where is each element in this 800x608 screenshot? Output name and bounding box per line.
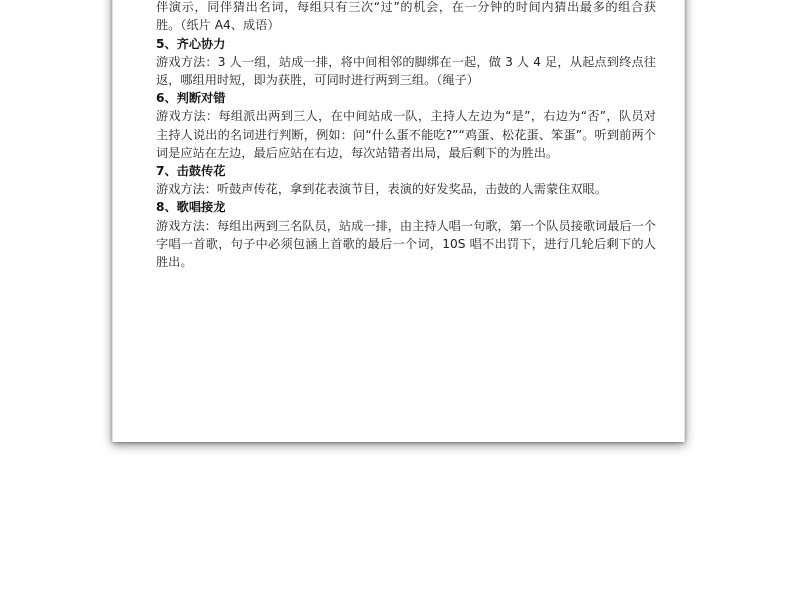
- section-body-8: 游戏方法：每组出两到三名队员，站成一排，由主持人唱一句歌，第一个队员接歌词最后一个字唱一首歌，句子中必须包涵上首歌的最后一个词，10S 唱不出罚下，进行几轮后剩下的人胜出。: [156, 218, 656, 270]
- section-body-6: 游戏方法：每组派出两到三人，在中间站成一队，主持人左边为“是”，右边为“否”，队员对主持人说出的名词进行判断，例如：问“什么蛋不能吃?”“鸡蛋、松花蛋、笨蛋”。听到前两个词是应站在左边，最后应站在右边，每次站错者出局，最后剩下的为胜出。: [156, 109, 656, 160]
- intro-paragraph: 伴演示，同伴猜出名词，每组只有三次“过”的机会，在一分钟的时间内猜出最多的组合获胜。（纸片 A4、成语）: [156, 0, 656, 33]
- document-page: [112, 0, 685, 442]
- section-body-7: 游戏方法：听鼓声传花，拿到花表演节目，表演的好发奖品，击鼓的人需蒙住双眼。: [156, 182, 607, 197]
- section-body-5: 游戏方法：3 人一组，站成一排，将中间相邻的脚绑在一起，做 3 人 4 足，从起点到终点往返，哪组用时短，即为获胜，可同时进行两到三组。（绳子）: [156, 54, 656, 87]
- section-heading-8: 8、歌唱接龙: [156, 200, 226, 215]
- section-heading-6: 6、判断对错: [156, 91, 226, 106]
- document-content: [156, 0, 656, 271]
- section-heading-7: 7、击鼓传花: [156, 164, 226, 179]
- section-heading-5: 5、齐心协力: [156, 36, 226, 51]
